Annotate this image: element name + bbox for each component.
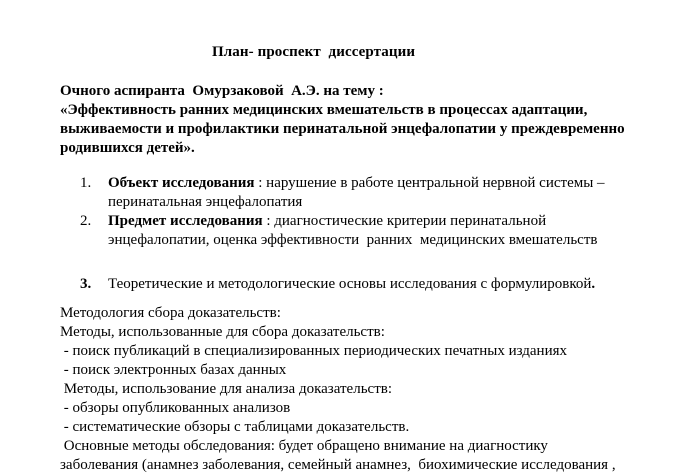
intro-topic-line-2: выживаемости и профилактики перинатальной энцефалопатии у преждевременно xyxy=(60,121,625,137)
list-item-object xyxy=(80,174,680,212)
list-item-number: 3. xyxy=(80,276,92,292)
list-item-subject xyxy=(80,212,680,250)
body-line: Методы, использованные для сбора доказательств: xyxy=(60,324,385,340)
intro-topic-line-3: родившихся детей». xyxy=(60,140,195,156)
intro-author-line: Очного аспиранта Омурзаковой А.Э. на тему : xyxy=(60,83,384,99)
object-term: Объект исследования xyxy=(108,175,255,191)
body-line: - поиск публикаций в специализированных периодических печатных изданиях xyxy=(60,343,568,359)
subject-description-cont: энцефалопатии, оценка эффективности ранних медицинских вмешательств xyxy=(108,232,598,248)
list-item-foundations xyxy=(80,275,680,294)
methodology-section xyxy=(60,304,690,475)
subject-description: : диагностические критерии перинатальной xyxy=(262,213,547,229)
subject-term: Предмет исследования xyxy=(108,213,263,229)
document-title: План- проспект диссертации xyxy=(212,44,416,60)
dissertation-intro xyxy=(60,82,690,158)
body-line: - обзоры опубликованных анализов xyxy=(60,400,291,416)
list-item-number: 1. xyxy=(80,175,92,191)
body-line: Методы, использование для анализа доказательств: xyxy=(60,381,392,397)
foundations-period: . xyxy=(591,276,596,292)
numbered-list xyxy=(80,174,680,294)
body-line: - систематические обзоры с таблицами доказательств. xyxy=(60,419,410,435)
body-line: - поиск электронных базах данных xyxy=(60,362,287,378)
object-description-cont: перинатальная энцефалопатия xyxy=(108,194,303,210)
body-line: Основные методы обследования: будет обращено внимание на диагностику xyxy=(60,438,548,454)
body-line: Методология сбора доказательств: xyxy=(60,305,281,321)
object-description: : нарушение в работе центральной нервной системы – xyxy=(254,175,605,191)
list-item-number: 2. xyxy=(80,213,92,229)
foundations-text: Теоретические и методологические основы исследования с формулировкой xyxy=(108,276,592,292)
intro-topic-line-1: «Эффективность ранних медицинских вмешательств в процессах адаптации, xyxy=(60,102,588,118)
body-line: заболевания (анамнез заболевания, семейный анамнез, биохимические исследования , xyxy=(60,457,616,473)
